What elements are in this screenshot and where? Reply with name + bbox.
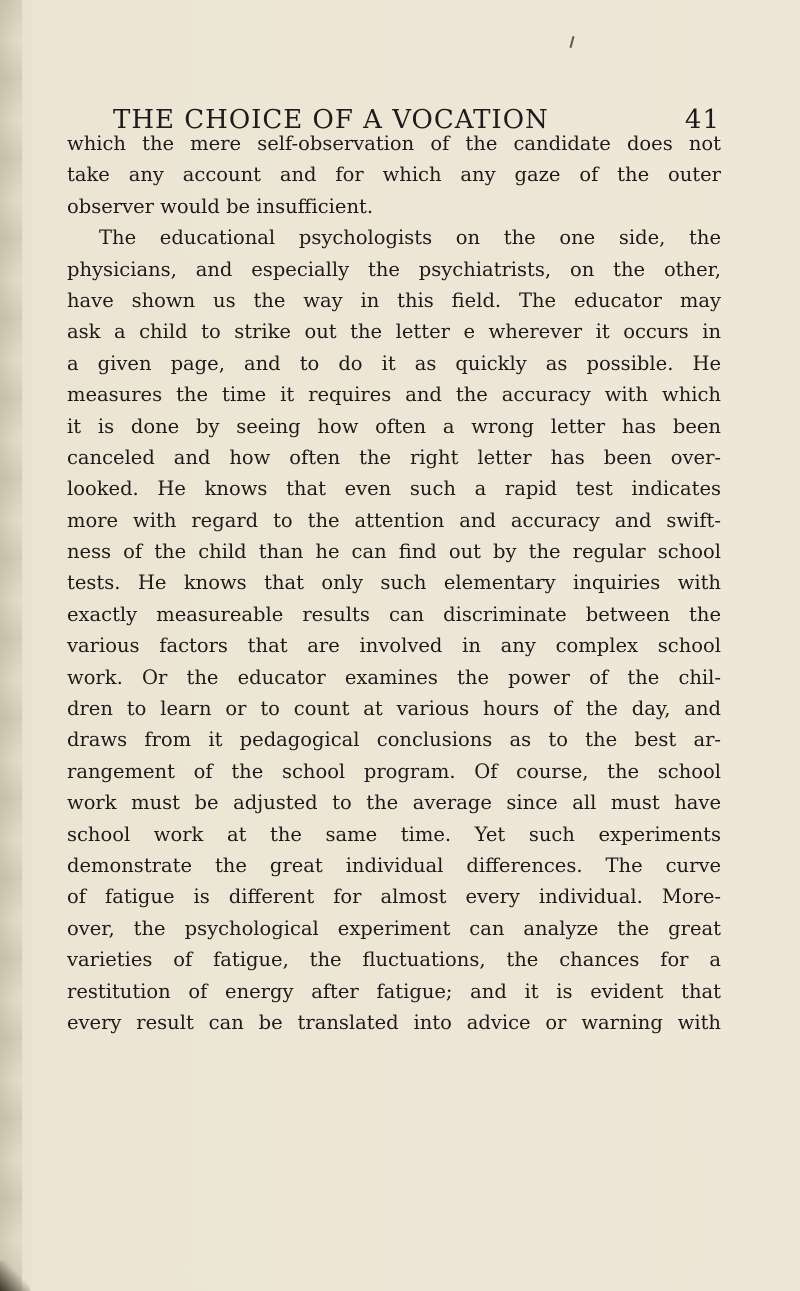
text-line: which the mere self-observation of the candidate does not [67, 132, 721, 155]
text-line: various factors that are involved in any complex school [67, 634, 721, 658]
text-line: tests. He knows that only such elementary inquiries with [67, 571, 721, 595]
text-line: work must be adjusted to the average since all must have [67, 791, 721, 815]
text-line: every result can be translated into advice or warning with [67, 1010, 721, 1034]
text-line: The educational psychologists on the one side, the [99, 226, 721, 250]
text-line: physicians, and especially the psychiatrists, on the other, [67, 257, 721, 281]
text-line: ask a child to strike out the letter e wherever it occurs in [67, 320, 721, 344]
text-line: dren to learn or to count at various hours of the day, and [67, 697, 721, 721]
text-line: more with regard to the attention and accuracy and swift- [67, 508, 721, 532]
body-text [67, 128, 721, 1038]
binding-mark [0, 1261, 30, 1291]
text-line: observer would be insufficient. [67, 194, 374, 218]
text-line: measures the time it requires and the accuracy with which [67, 383, 721, 407]
text-line: a given page, and to do it as quickly as possible. He [67, 351, 721, 375]
text-line: rangement of the school program. Of course, the school [67, 759, 721, 783]
text-line: exactly measureable results can discriminate between the [67, 602, 721, 626]
text-line: looked. He knows that even such a rapid test indicates [67, 477, 721, 501]
stray-mark [569, 36, 574, 48]
text-line: over, the psychological experiment can analyze the great [67, 916, 721, 940]
text-line: ness of the child than he can find out by the regular school [67, 540, 721, 564]
text-line: of fatigue is different for almost every individual. More- [67, 885, 721, 909]
text-line: demonstrate the great individual differences. The curve [67, 853, 721, 877]
text-line: have shown us the way in this field. The educator may [67, 288, 721, 312]
text-line: take any account and for which any gaze of the outer [67, 163, 721, 187]
gutter-shadow [0, 0, 22, 1291]
page-number: 41 [684, 105, 720, 135]
running-title: THE CHOICE OF A VOCATION [113, 105, 549, 135]
text-line: it is done by seeing how often a wrong letter has been [67, 414, 721, 438]
text-line: work. Or the educator examines the power of the chil- [67, 665, 721, 689]
text-line: draws from it pedagogical conclusions as to the best ar- [67, 728, 721, 752]
text-line: school work at the same time. Yet such experiments [67, 822, 721, 846]
text-line: restitution of energy after fatigue; and it is evident that [67, 979, 721, 1003]
text-line: canceled and how often the right letter has been over- [67, 445, 721, 469]
text-line: varieties of fatigue, the fluctuations, the chances for a [67, 948, 721, 972]
